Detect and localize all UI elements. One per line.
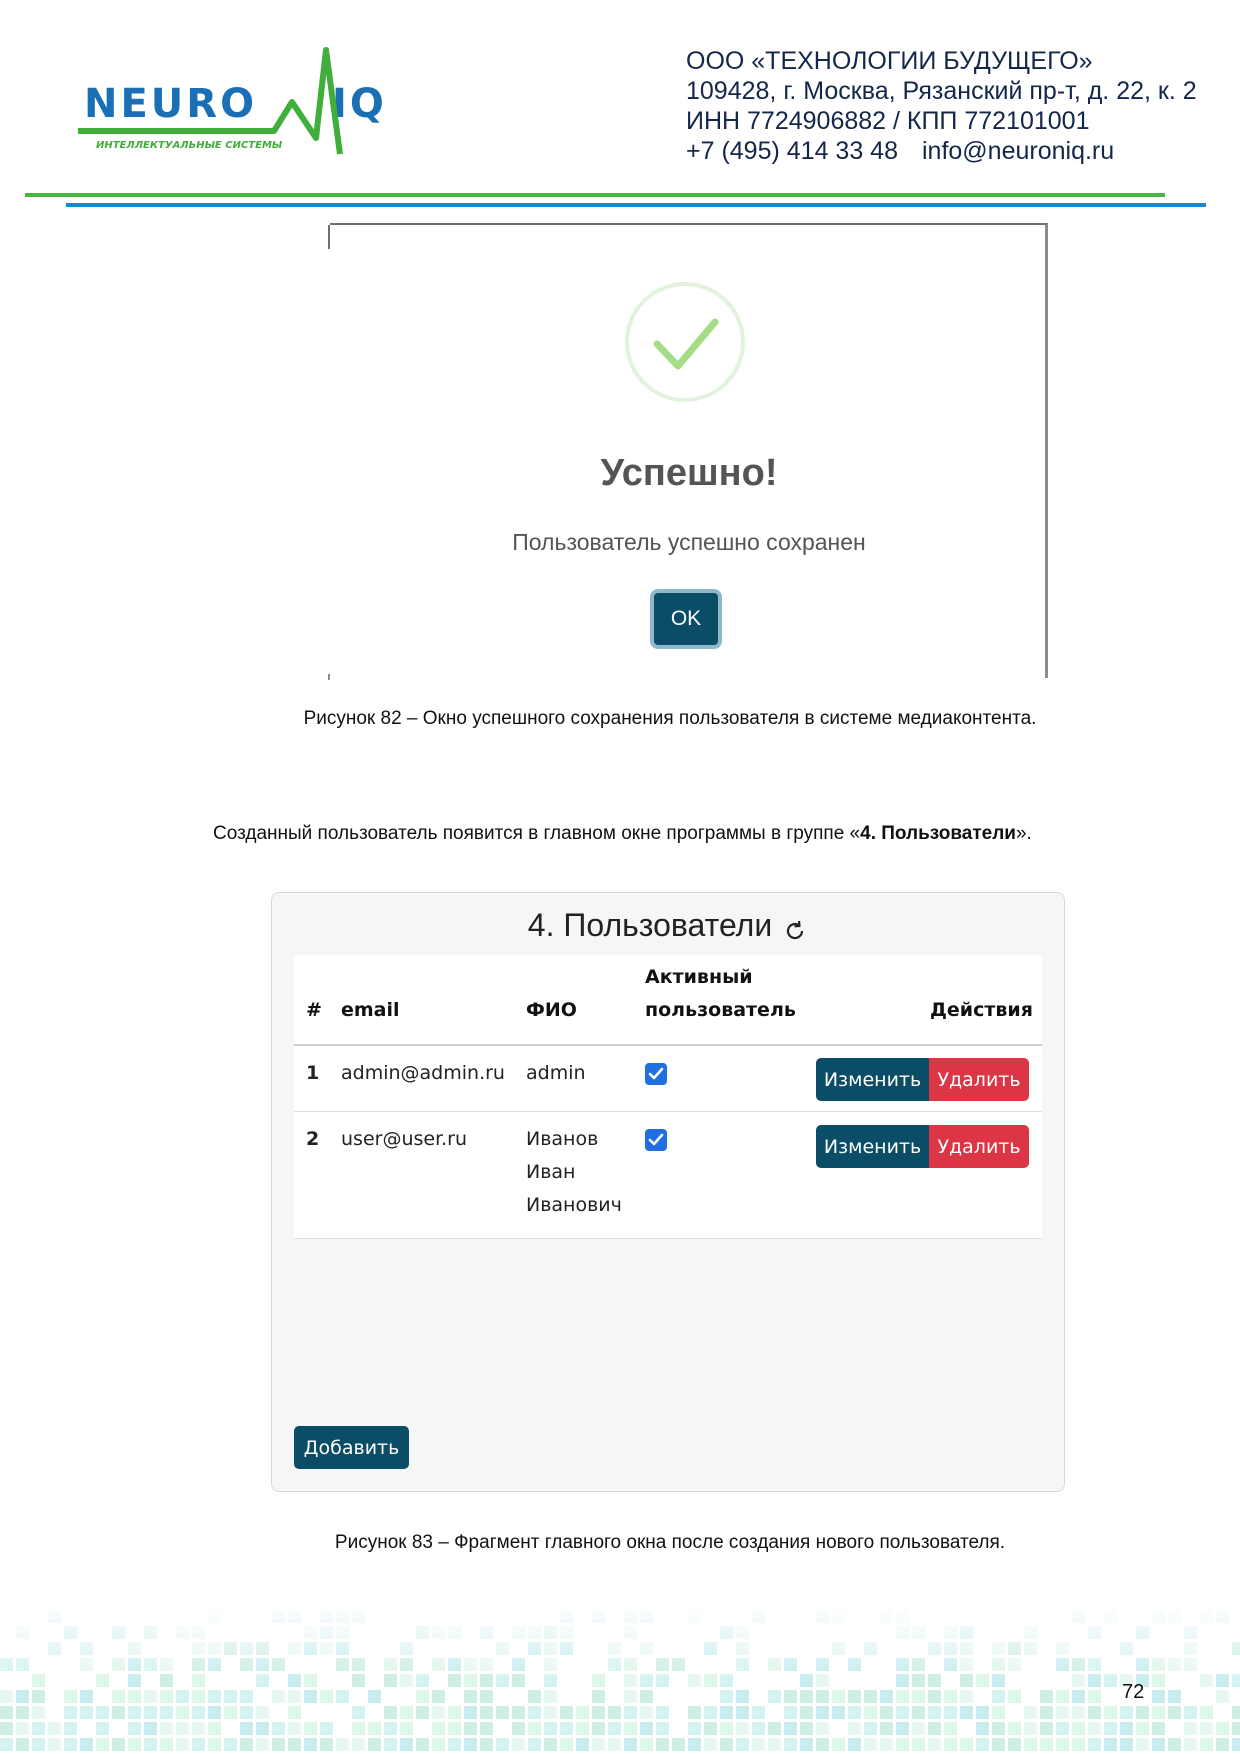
header-rule-green [25, 193, 1165, 197]
row-2-email: user@user.ru [341, 1128, 468, 1150]
header-separator [294, 1044, 1042, 1046]
row-separator [294, 1111, 1042, 1112]
logo-tagline: ИНТЕЛЛЕКТУАЛЬНЫЕ СИСТЕМЫ [96, 140, 283, 151]
company-tax-ids: ИНН 7724906882 / КПП 772101001 [686, 107, 1090, 135]
col-header-active-line1: Активный [645, 966, 753, 988]
company-address: 109428, г. Москва, Рязанский пр-т, д. 22, к. 2 [686, 77, 1197, 105]
col-header-actions: Действия [930, 999, 1033, 1021]
body-paragraph [213, 823, 1032, 845]
paragraph-end: ». [1015, 823, 1032, 844]
panel-title-text: 4. Пользователи [527, 907, 773, 943]
row-2-edit-button[interactable]: Изменить [816, 1125, 929, 1168]
row-2-fio-last: Иванов [526, 1128, 599, 1150]
figure-82-caption: Рисунок 82 – Окно успешного сохранения пользователя в системе медиаконтента. [303, 708, 1037, 729]
success-checkmark-icon [623, 280, 747, 404]
users-panel [271, 892, 1065, 1492]
col-header-num: # [306, 999, 322, 1021]
company-contacts [686, 136, 1197, 166]
add-user-button[interactable]: Добавить [294, 1426, 409, 1469]
row-1-edit-button[interactable]: Изменить [816, 1058, 929, 1101]
dialog-title: Успешно! [600, 452, 778, 494]
row-2-num: 2 [306, 1128, 320, 1150]
row-1-active-checkbox[interactable] [645, 1063, 667, 1085]
ok-button[interactable]: OK [650, 589, 722, 649]
header-rule-blue [66, 203, 1206, 207]
refresh-icon[interactable] [782, 915, 808, 941]
row-2-fio-first: Иван [526, 1161, 576, 1183]
dialog-message: Пользователь успешно сохранен [512, 529, 866, 555]
footer-decorative-pattern [0, 1600, 1240, 1754]
company-phone: +7 (495) 414 33 48 [686, 137, 898, 165]
figure-83-caption: Рисунок 83 – Фрагмент главного окна после создания нового пользователя. [334, 1532, 1006, 1553]
row-1-num: 1 [306, 1062, 320, 1084]
company-name: ООО «ТЕХНОЛОГИИ БУДУЩЕГО» [686, 47, 1093, 75]
row-2-fio-middle: Иванович [526, 1194, 622, 1216]
col-header-active-line2: пользователь [645, 999, 796, 1021]
users-table [294, 955, 1042, 1239]
page-number: 72 [1122, 1681, 1145, 1703]
row-2-delete-button[interactable]: Удалить [929, 1125, 1029, 1168]
row-1-fio: admin [526, 1062, 586, 1084]
row-2-active-checkbox[interactable] [645, 1129, 667, 1151]
company-info [686, 46, 1197, 166]
row-separator [294, 1238, 1042, 1239]
row-1-actions [816, 1058, 1029, 1101]
row-1-email: admin@admin.ru [341, 1062, 505, 1084]
col-header-email: email [341, 999, 400, 1021]
paragraph-bold-group: 4. Пользователи [860, 823, 1016, 844]
panel-title [272, 907, 1064, 944]
col-header-fio: ФИО [526, 999, 577, 1021]
paragraph-text: Созданный пользователь появится в главном окне программы в группе « [213, 823, 861, 844]
svg-text:IQ: IQ [332, 81, 387, 127]
row-2-actions [816, 1125, 1029, 1168]
company-email: info@neuroniq.ru [922, 137, 1115, 165]
company-logo [78, 44, 408, 162]
svg-text:NEURO: NEURO [84, 81, 258, 127]
row-1-delete-button[interactable]: Удалить [929, 1058, 1029, 1101]
